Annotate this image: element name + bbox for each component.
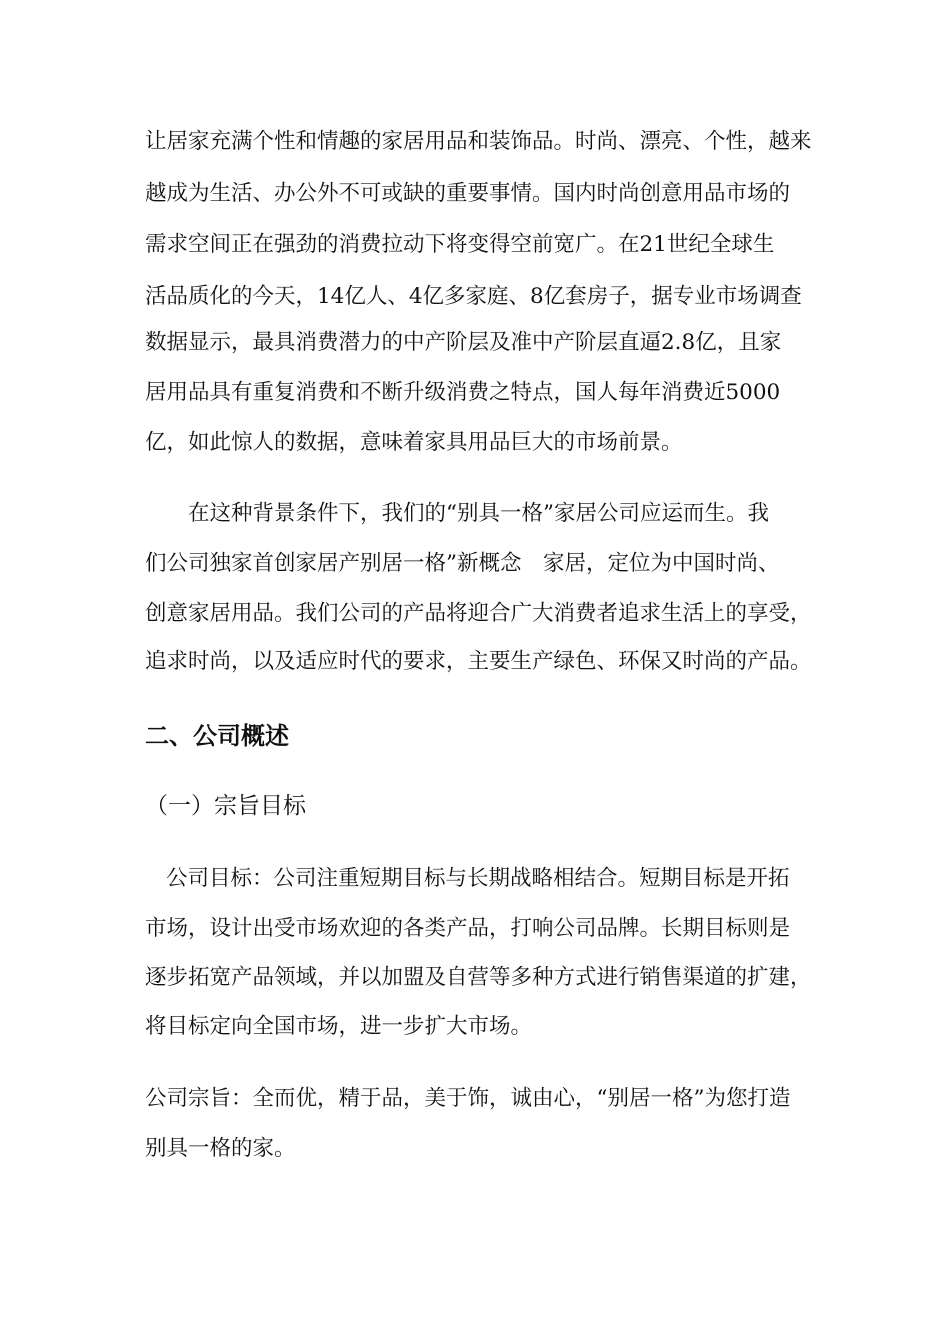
subsection-heading: （一）宗旨目标 <box>145 793 306 819</box>
intro-line-6: 居用品具有重复消费和不断升级消费之特点，国人每年消费近5000 <box>145 380 781 405</box>
purpose-line-1: 公司宗旨：全而优，精于品，美于饰，诚由心，“别居一格”为您打造 <box>145 1086 791 1111</box>
goal-line-1: 公司目标：公司注重短期目标与长期战略相结合。短期目标是开拓 <box>166 866 790 891</box>
goal-line-4: 将目标定向全国市场，进一步扩大市场。 <box>145 1014 533 1039</box>
background-line-1: 在这种背景条件下，我们的“别具一格”家居公司应运而生。我 <box>188 501 769 526</box>
intro-line-7: 亿，如此惊人的数据，意味着家具用品巨大的市场前景。 <box>145 430 683 455</box>
goal-line-3: 逐步拓宽产品领域，并以加盟及自营等多种方式进行销售渠道的扩建， <box>145 965 812 990</box>
intro-line-3: 需求空间正在强劲的消费拉动下将变得空前宽广。在21世纪全球生 <box>145 232 775 257</box>
section-heading: 二、公司概述 <box>145 722 289 750</box>
background-line-3: 创意家居用品。我们公司的产品将迎合广大消费者追求生活上的享受， <box>145 601 812 626</box>
intro-line-1: 让居家充满个性和情趣的家居用品和装饰品。时尚、漂亮、个性，越来 <box>145 129 812 154</box>
purpose-line-2: 别具一格的家。 <box>145 1136 296 1161</box>
background-line-2: 们公司独家首创家居产别居一格”新概念 家居，定位为中国时尚、 <box>145 551 780 576</box>
intro-line-4: 活品质化的今天，14亿人、4亿多家庭、8亿套房子，据专业市场调查 <box>145 284 802 309</box>
intro-line-5: 数据显示，最具消费潜力的中产阶层及准中产阶层直逼2.8亿，且家 <box>145 330 782 355</box>
goal-line-2: 市场，设计出受市场欢迎的各类产品，打响公司品牌。长期目标则是 <box>145 916 791 941</box>
background-line-4: 追求时尚，以及适应时代的要求，主要生产绿色、环保又时尚的产品。 <box>145 649 812 674</box>
intro-line-2: 越成为生活、办公外不可或缺的重要事情。国内时尚创意用品市场的 <box>145 181 791 206</box>
